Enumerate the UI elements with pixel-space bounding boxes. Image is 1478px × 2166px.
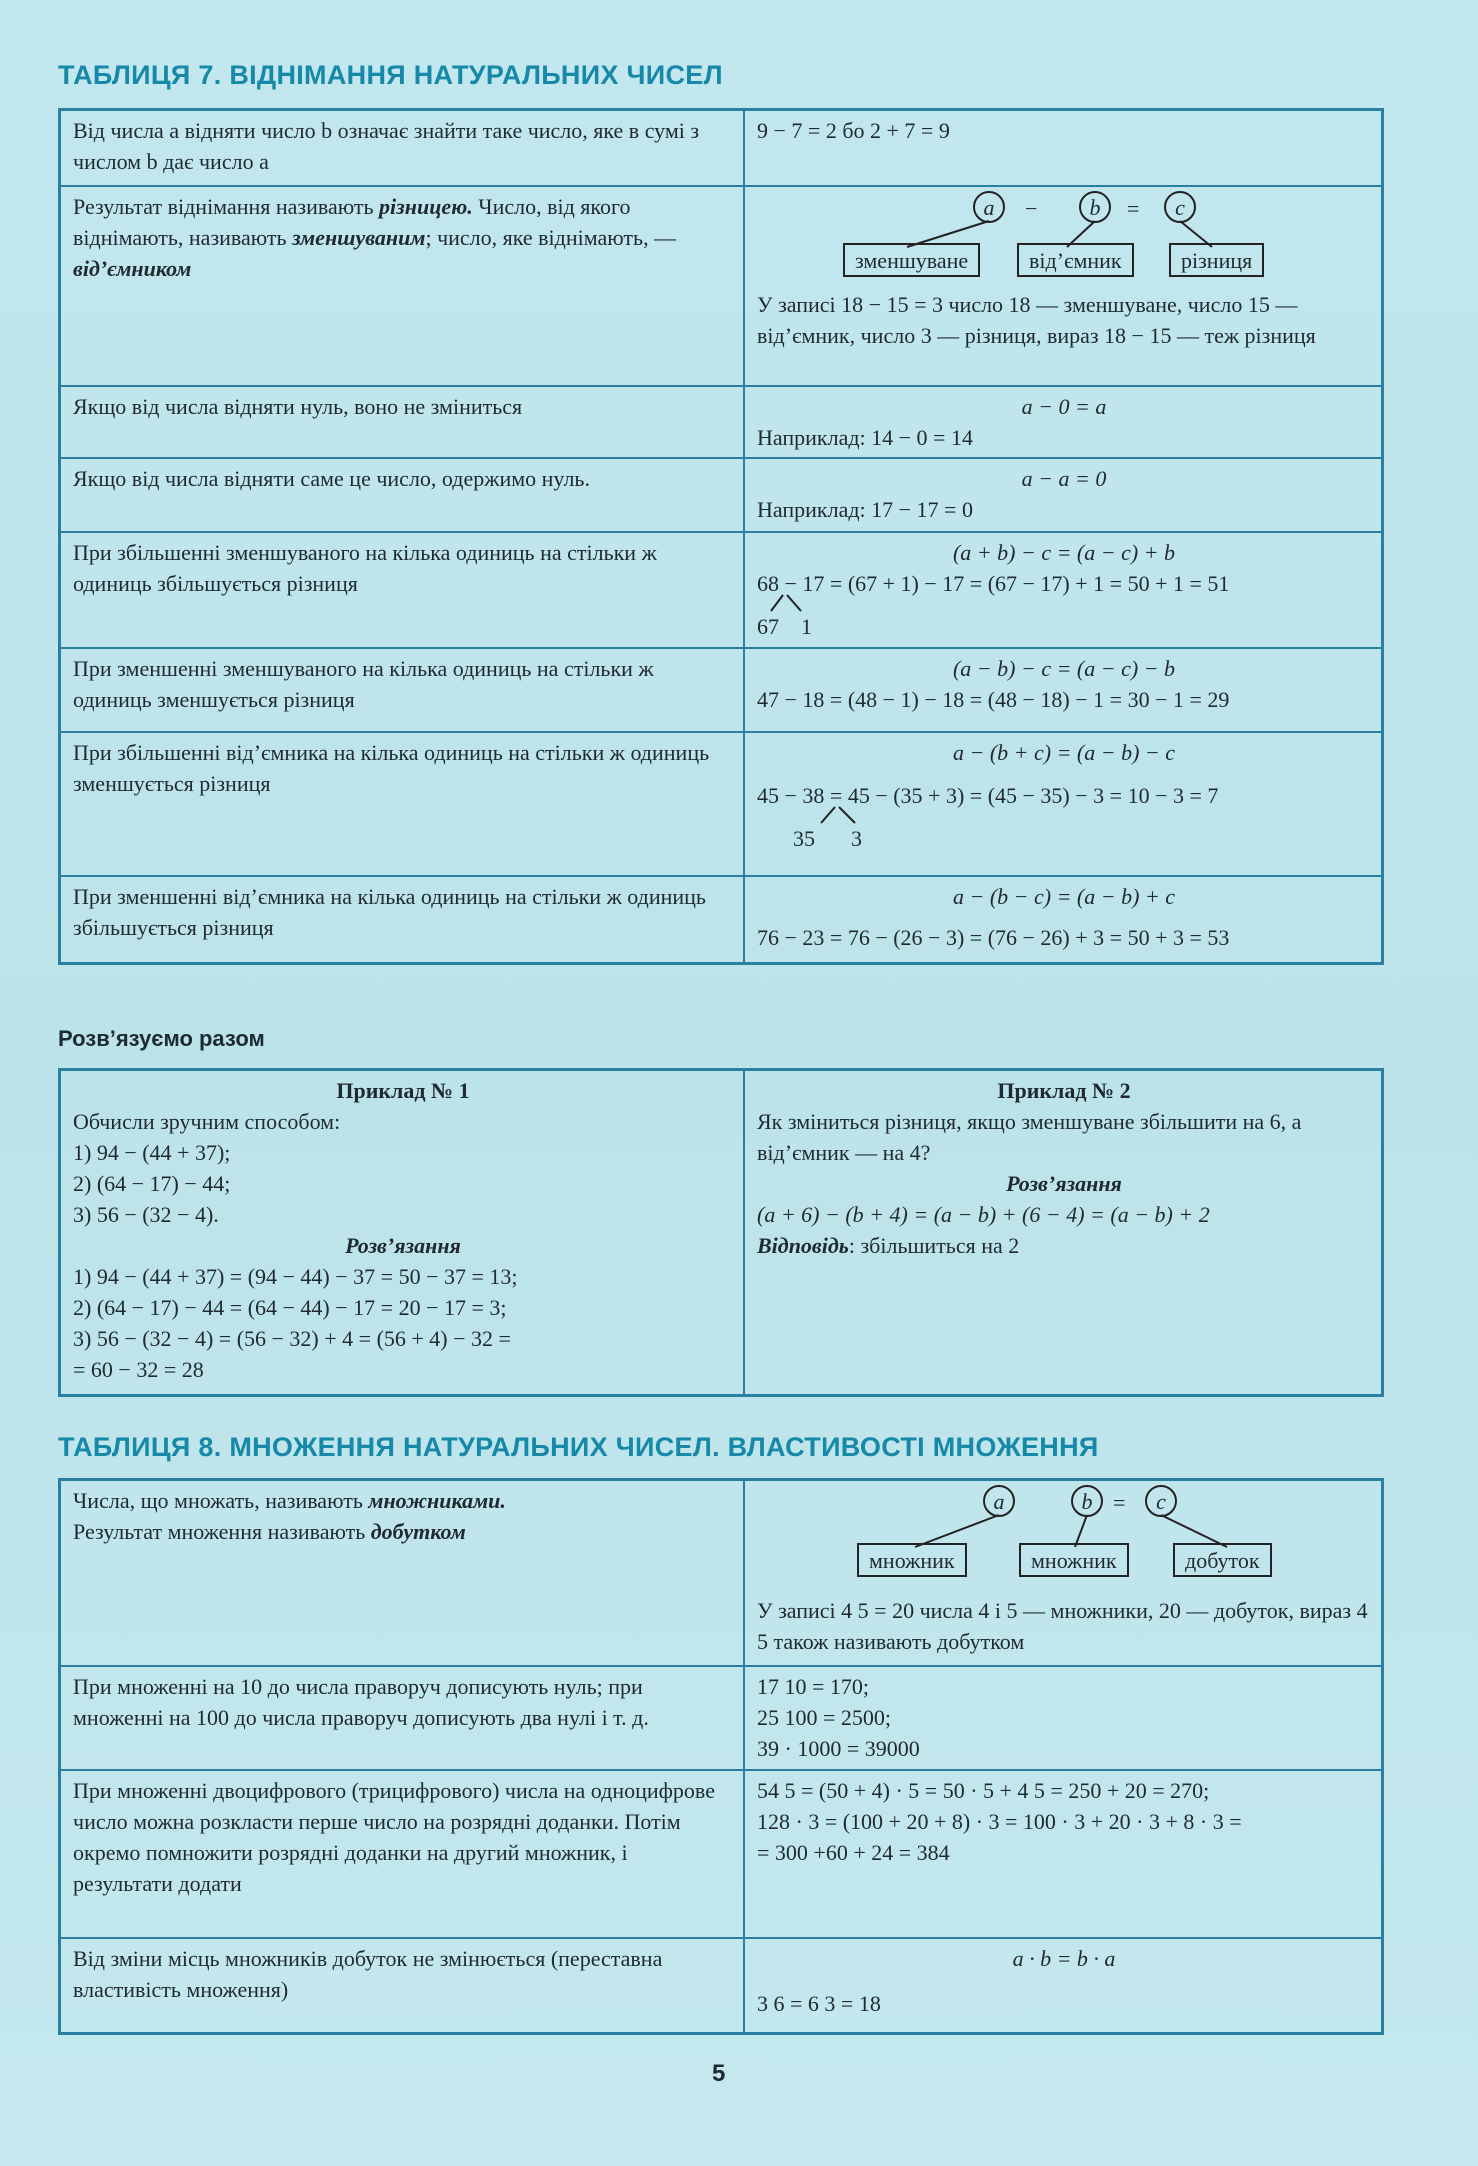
example1-solution-line: 2) (64 − 17) − 44 = (64 − 44) − 17 = 20 − 17 = 3; bbox=[73, 1295, 507, 1320]
example-line: 39 · 1000 = 39000 bbox=[757, 1735, 920, 1761]
table-row bbox=[60, 1770, 1383, 1938]
table8-r3-left: При множенні двоцифрового (трицифрового) числа на одноцифрове число можна розкласти перше число на розрядні доданки. Потім окремо помножити розрядні доданки на другий множник, і результати додати bbox=[60, 1770, 745, 1938]
formula: a − (b + c) = (a − b) − c bbox=[952, 739, 1176, 765]
text: ; число, яке віднімають, — bbox=[425, 224, 677, 250]
formula: a − (b − c) = (a − b) + c bbox=[952, 883, 1176, 909]
example1-solution-title: Розв’язання bbox=[345, 1233, 461, 1258]
example2-task: Як зміниться різниця, якщо зменшуване збільшити на 6, а від’ємник — на 4? bbox=[757, 1109, 1302, 1165]
table7-r2-left bbox=[60, 186, 745, 386]
example-line: 17 10 = 170; bbox=[757, 1673, 870, 1699]
table-row bbox=[60, 532, 1383, 648]
table7-r5-left: При збільшенні зменшуваного на кілька одиниць на стільки ж одиниць збільшується різниця bbox=[60, 532, 745, 648]
formula: a − a = 0 bbox=[1021, 465, 1107, 491]
circle-a: a bbox=[973, 191, 1005, 223]
term-product: добутком bbox=[370, 1519, 466, 1544]
answer-text: : збільшиться на 2 bbox=[848, 1233, 1020, 1258]
table-row bbox=[60, 186, 1383, 386]
label-difference: різниця bbox=[1169, 243, 1264, 277]
table8 bbox=[58, 1478, 1384, 2035]
table7-title: ТАБЛИЦЯ 7. ВІДНІМАННЯ НАТУРАЛЬНИХ ЧИСЕЛ bbox=[58, 60, 723, 90]
example2-solution: (a + 6) − (b + 4) = (a − b) + (6 − 4) = (a − b) + 2 bbox=[757, 1202, 1210, 1227]
term-difference: різницею. bbox=[379, 193, 473, 219]
table7-r6-left: При зменшенні зменшуваного на кілька одиниць на стільки ж одиниць зменшується різниця bbox=[60, 648, 745, 732]
label-factor: множник bbox=[1019, 1543, 1129, 1577]
table7-r3-right bbox=[744, 386, 1383, 458]
table8-r3-right bbox=[744, 1770, 1383, 1938]
formula: (a + b) − c = (a − c) + b bbox=[952, 539, 1176, 565]
example1-solution-line: 1) 94 − (44 + 37) = (94 − 44) − 37 = 50 − 37 = 13; bbox=[73, 1264, 518, 1289]
example: 76 − 23 = 76 − (26 − 3) = (76 − 26) + 3 = 50 + 3 = 53 bbox=[757, 924, 1230, 950]
table-row bbox=[60, 876, 1383, 964]
text: Результат віднімання називають bbox=[73, 193, 374, 219]
example2-answer bbox=[757, 1230, 1371, 1261]
equals-sign: = bbox=[1127, 195, 1140, 221]
split-part: 35 bbox=[793, 825, 815, 851]
label-subtrahend: від’ємник bbox=[1017, 243, 1134, 277]
subtraction-diagram bbox=[757, 191, 1371, 279]
table8-r1-left bbox=[60, 1480, 745, 1666]
example: 68 − 17 = (67 + 1) − 17 = (67 − 17) + 1 = 50 + 1 = 51 bbox=[757, 570, 1230, 596]
page-number: 5 bbox=[712, 2060, 726, 2087]
table7-r8-left: При зменшенні від’ємника на кілька одиниць на стільки ж одиниць збільшується різниця bbox=[60, 876, 745, 964]
formula: (a − b) − c = (a − c) − b bbox=[952, 655, 1176, 681]
example: 47 − 18 = (48 − 1) − 18 = (48 − 18) − 1 = 30 − 1 = 29 bbox=[757, 686, 1230, 712]
table7-r7-left: При збільшенні від’ємника на кілька одиниць на стільки ж одиниць зменшується різниця bbox=[60, 732, 745, 876]
example-line: = 300 +60 + 24 = 384 bbox=[757, 1839, 950, 1865]
example: Наприклад: 14 − 0 = 14 bbox=[757, 424, 973, 450]
example2-solution-title: Розв’язання bbox=[1006, 1171, 1122, 1196]
label-minuend: зменшуване bbox=[843, 243, 980, 277]
example: 3 6 = 6 3 = 18 bbox=[757, 1990, 881, 2016]
minus-sign: − bbox=[1025, 195, 1038, 221]
text: Число, від якого віднімають, називають bbox=[73, 193, 631, 250]
table7-r4-right bbox=[744, 458, 1383, 532]
formula: a · b = b · a bbox=[1012, 1945, 1116, 1971]
example1-solution-line: 3) 56 − (32 − 4) = (56 − 32) + 4 = (56 + 4) − 32 = bbox=[73, 1326, 511, 1351]
table7-r1-right: 9 − 7 = 2 бо 2 + 7 = 9 bbox=[744, 110, 1383, 186]
example1-cell bbox=[60, 1070, 745, 1396]
table-row bbox=[60, 648, 1383, 732]
table8-r2-right bbox=[744, 1666, 1383, 1770]
table7-r1-left: Від числа a відняти число b означає знайти таке число, яке в сумі з числом b дає число a bbox=[60, 110, 745, 186]
table-row bbox=[60, 458, 1383, 532]
split-part: 1 bbox=[801, 613, 812, 639]
table-row bbox=[60, 386, 1383, 458]
table7-r6-right bbox=[744, 648, 1383, 732]
example2-cell bbox=[744, 1070, 1383, 1396]
example1-solution-line: = 60 − 32 = 28 bbox=[73, 1357, 204, 1382]
table8-r1-example: У записі 4 5 = 20 числа 4 і 5 — множники, 20 — добуток, вираз 4 5 також називають добутком bbox=[757, 1598, 1368, 1654]
circle-a: a bbox=[983, 1485, 1015, 1517]
example1-task-item: 2) (64 − 17) − 44; bbox=[73, 1171, 231, 1196]
table8-title: ТАБЛИЦЯ 8. МНОЖЕННЯ НАТУРАЛЬНИХ ЧИСЕЛ. ВЛАСТИВОСТІ МНОЖЕННЯ bbox=[58, 1432, 1099, 1462]
example-line: 54 5 = (50 + 4) · 5 = 50 · 5 + 4 5 = 250 + 20 = 270; bbox=[757, 1777, 1210, 1803]
term-subtrahend: від’ємником bbox=[73, 255, 192, 281]
multiplication-diagram bbox=[757, 1485, 1371, 1581]
circle-c: c bbox=[1145, 1485, 1177, 1517]
circle-b: b bbox=[1071, 1485, 1103, 1517]
formula: a − 0 = a bbox=[1021, 393, 1107, 419]
table7-r2-right bbox=[744, 186, 1383, 386]
examples-table bbox=[58, 1068, 1384, 1397]
table-row bbox=[60, 1938, 1383, 2034]
label-product: добуток bbox=[1173, 1543, 1272, 1577]
table-row bbox=[60, 1666, 1383, 1770]
circle-c: c bbox=[1164, 191, 1196, 223]
table8-r2-left: При множенні на 10 до числа праворуч дописують нуль; при множенні на 100 до числа праворуч дописують два нулі і т. д. bbox=[60, 1666, 745, 1770]
text: Числа, що множать, називають bbox=[73, 1488, 363, 1513]
example1-task-item: 3) 56 − (32 − 4). bbox=[73, 1202, 219, 1227]
table7-r8-right bbox=[744, 876, 1383, 964]
example-line: 128 · 3 = (100 + 20 + 8) · 3 = 100 · 3 + 20 · 3 + 8 · 3 = bbox=[757, 1808, 1242, 1834]
table8-r4-left: Від зміни місць множників добуток не змінюється (переставна властивість множення) bbox=[60, 1938, 745, 2034]
example: 45 − 38 = 45 − (35 + 3) = (45 − 35) − 3 = 10 − 3 = 7 bbox=[757, 782, 1219, 808]
term-minuend: зменшуваним bbox=[292, 224, 426, 250]
together-title: Розв’язуємо разом bbox=[58, 1026, 265, 1051]
text: Результат множення називають bbox=[73, 1519, 366, 1544]
example: Наприклад: 17 − 17 = 0 bbox=[757, 496, 973, 522]
table8-r1-right bbox=[744, 1480, 1383, 1666]
label-factor: множник bbox=[857, 1543, 967, 1577]
example1-task-item: 1) 94 − (44 + 37); bbox=[73, 1140, 231, 1165]
example2-title: Приклад № 2 bbox=[997, 1078, 1131, 1103]
table7-r5-right bbox=[744, 532, 1383, 648]
table7-r7-right bbox=[744, 732, 1383, 876]
table-row bbox=[60, 732, 1383, 876]
table-row bbox=[60, 1070, 1383, 1396]
circle-b: b bbox=[1079, 191, 1111, 223]
table8-r4-right bbox=[744, 1938, 1383, 2034]
table-row bbox=[60, 1480, 1383, 1666]
example1-task: Обчисли зручним способом: bbox=[73, 1109, 341, 1134]
table7-r2-example: У записі 18 − 15 = 3 число 18 — зменшуване, число 15 — від’ємник, число 3 — різниця, вираз 18 − 15 — теж різниця bbox=[757, 291, 1316, 348]
term-factors: множниками. bbox=[368, 1488, 506, 1513]
table7 bbox=[58, 108, 1384, 965]
table7-r4-left: Якщо від числа відняти саме це число, одержимо нуль. bbox=[60, 458, 745, 532]
answer-label: Відповідь bbox=[757, 1233, 849, 1258]
split-part: 67 bbox=[757, 613, 779, 639]
split-part: 3 bbox=[851, 825, 862, 851]
equals-sign: = bbox=[1113, 1490, 1126, 1515]
table7-r3-left: Якщо від числа відняти нуль, воно не зміниться bbox=[60, 386, 745, 458]
table-row bbox=[60, 110, 1383, 186]
example1-title: Приклад № 1 bbox=[336, 1078, 470, 1103]
example-line: 25 100 = 2500; bbox=[757, 1704, 892, 1730]
